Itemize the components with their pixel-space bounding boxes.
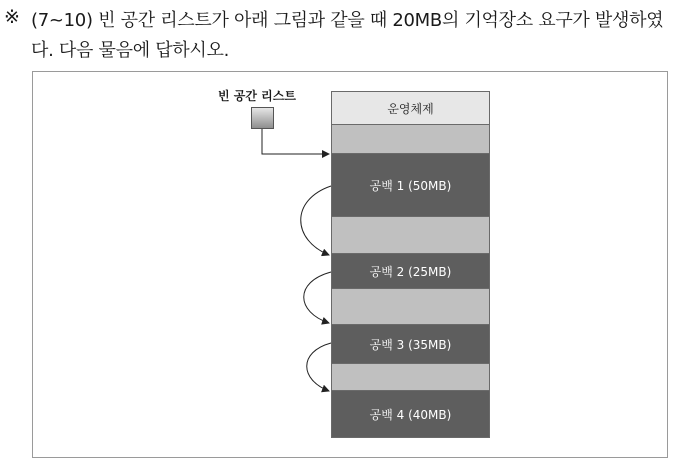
reference-mark: ※: [4, 6, 20, 28]
os-label: 운영체제: [387, 101, 434, 116]
free-list-arrow: [262, 129, 329, 154]
hole-2-label: 공백 2 (25MB): [369, 264, 452, 279]
free-list-label: 빈 공간 리스트: [218, 89, 296, 103]
hole-1-to-2-arrow: [301, 186, 331, 255]
hole-1-label: 공백 1 (50MB): [369, 178, 452, 193]
hole-4-label: 공백 4 (40MB): [369, 407, 452, 422]
hole-3-to-4-arrow: [307, 343, 331, 391]
question-text-line1: (7~10) 빈 공간 리스트가 아래 그림과 같을 때 20MB의 기억장소 요구가 발생하였: [31, 10, 664, 31]
question-text-line2: 다. 다음 물음에 답하시오.: [31, 40, 229, 61]
hole-3-label: 공백 3 (35MB): [369, 337, 452, 352]
hole-2-to-3-arrow: [304, 272, 331, 323]
